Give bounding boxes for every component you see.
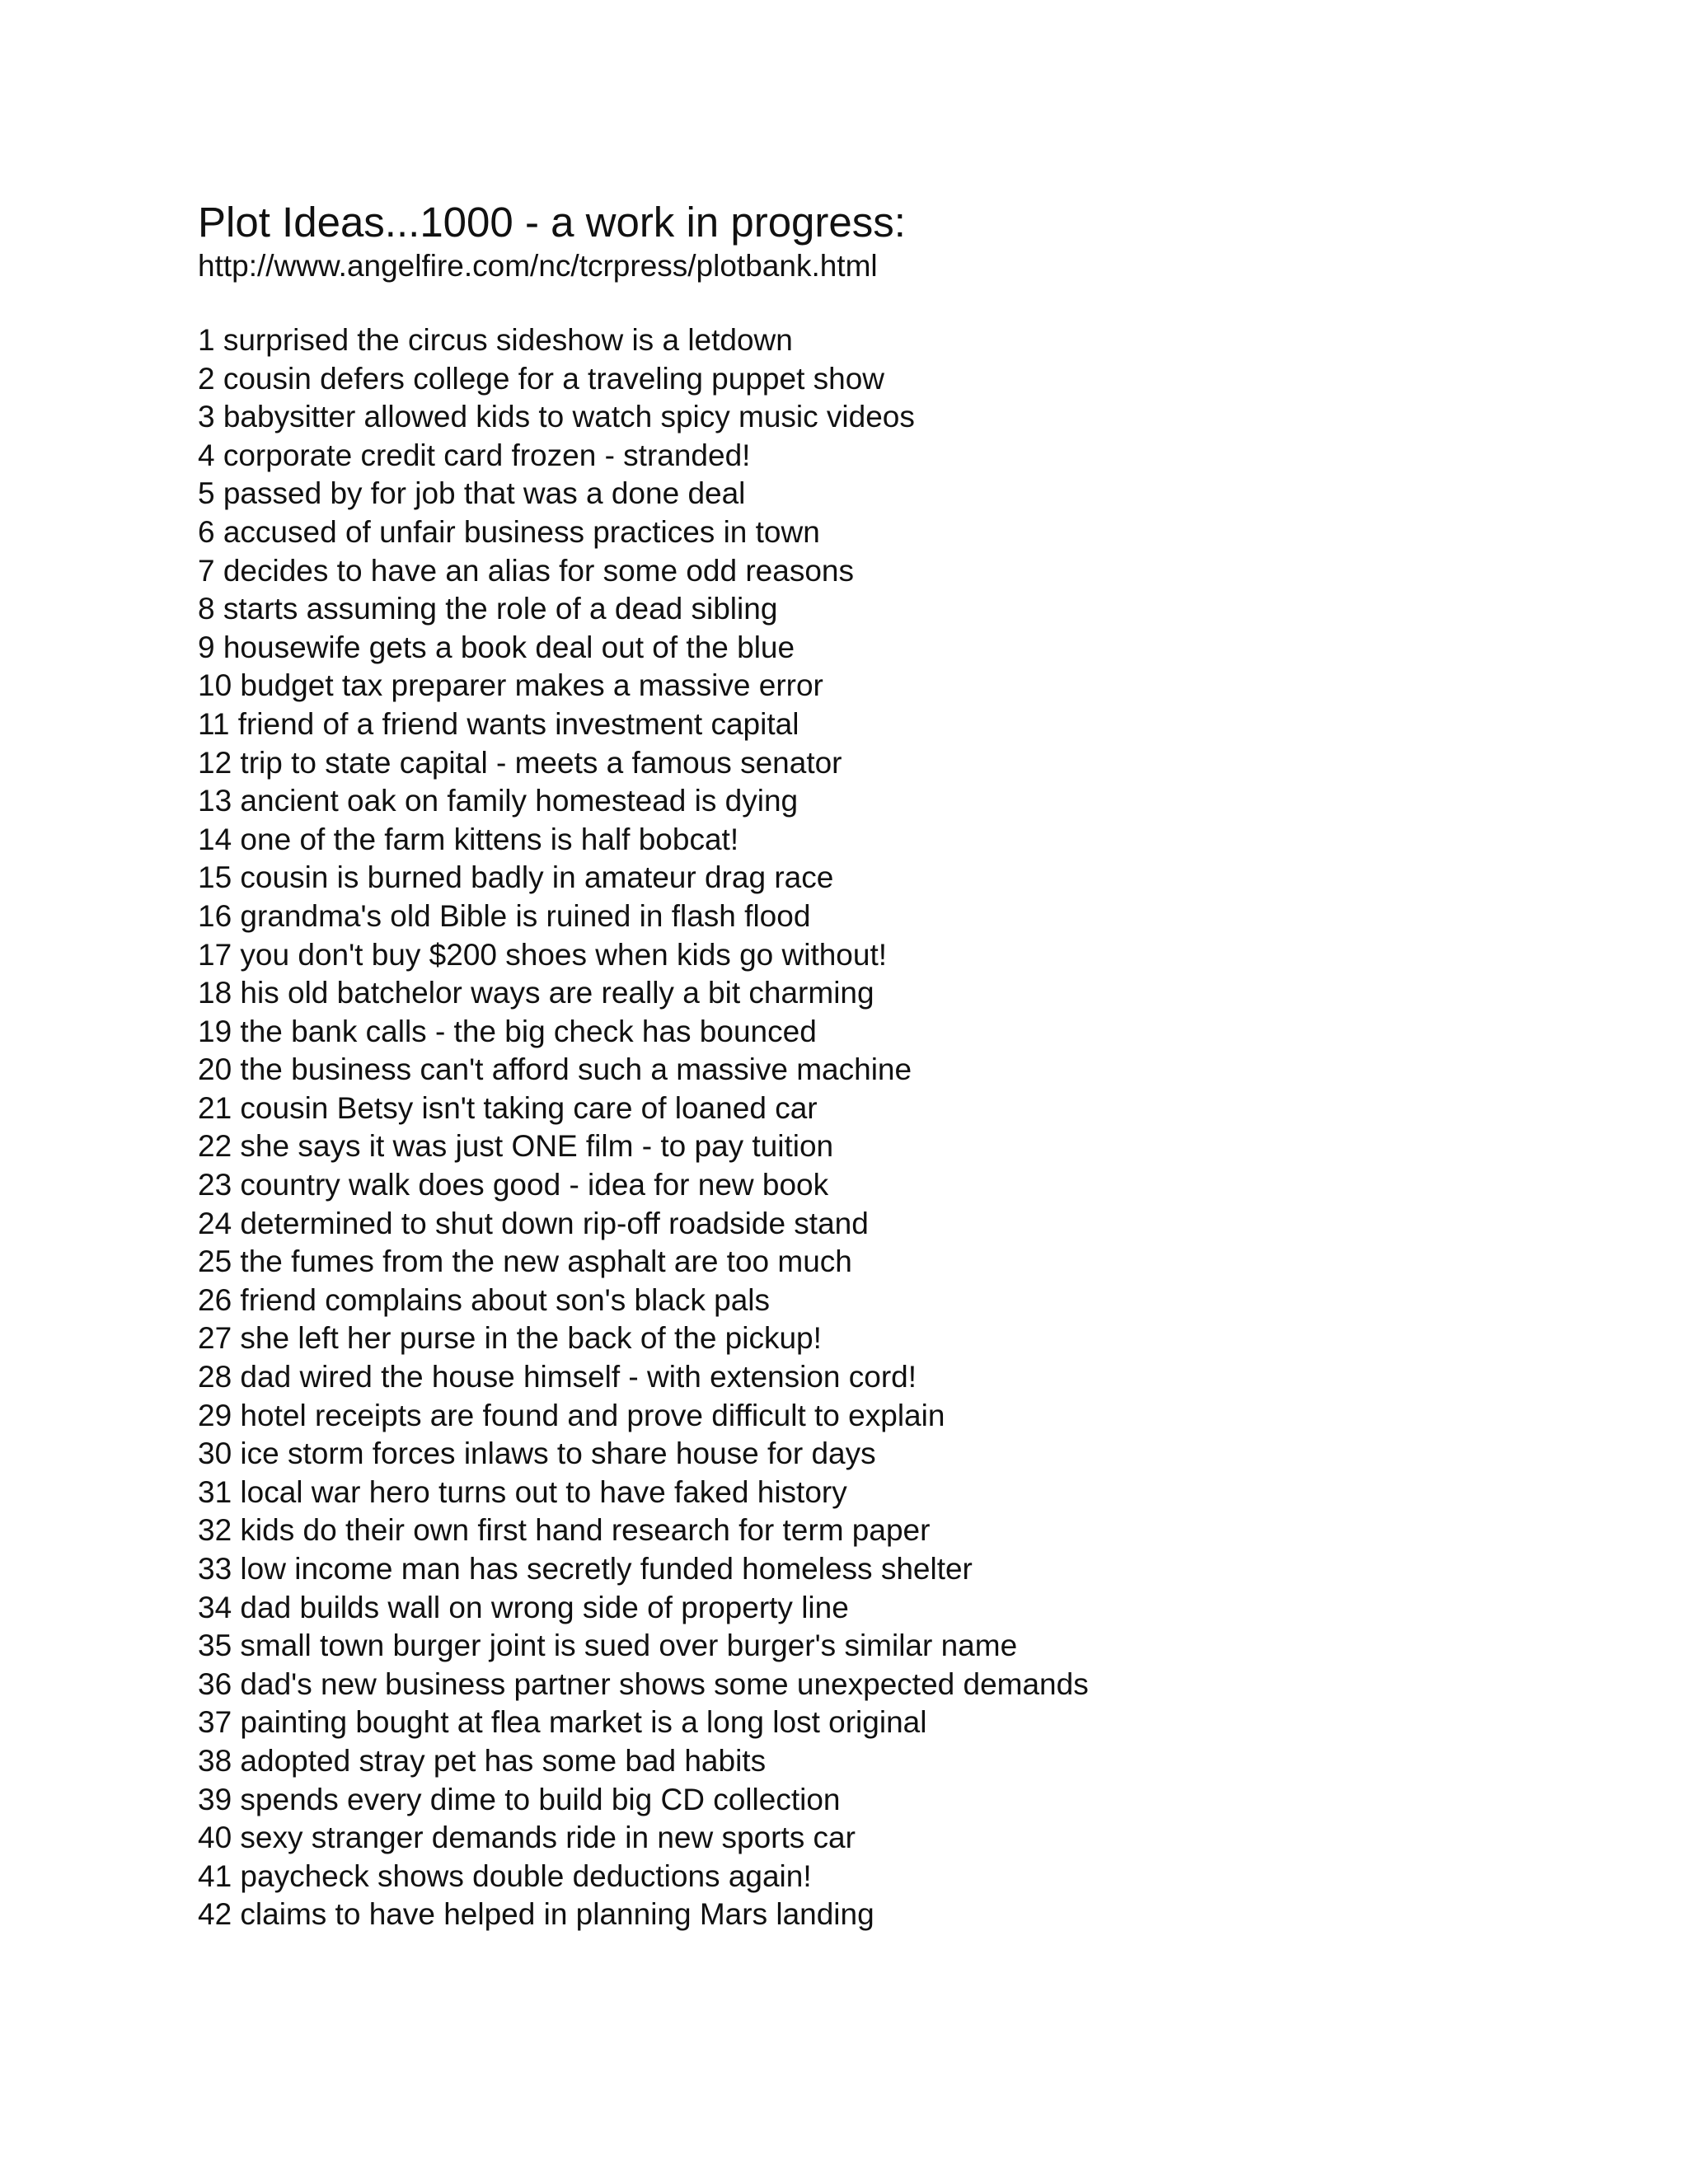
list-item: 19 the bank calls - the big check has bounced [198, 1014, 817, 1048]
list-item: 17 you don't buy $200 shoes when kids go without! [198, 937, 888, 972]
plot-ideas-list [198, 321, 1599, 1934]
list-item: 23 country walk does good - idea for new book [198, 1168, 829, 1202]
list-item: 36 dad's new business partner shows some unexpected demands [198, 1666, 1089, 1701]
list-item: 10 budget tax preparer makes a massive error [198, 668, 823, 703]
list-item: 35 small town burger joint is sued over burger's similar name [198, 1629, 1018, 1663]
list-item: 26 friend complains about son's black pals [198, 1282, 771, 1317]
list-item: 31 local war hero turns out to have faked history [198, 1474, 847, 1509]
list-item: 16 grandma's old Bible is ruined in flash flood [198, 898, 811, 933]
list-item: 27 she left her purse in the back of the pickup! [198, 1321, 822, 1356]
list-item: 29 hotel receipts are found and prove difficult to explain [198, 1398, 945, 1432]
list-item: 34 dad builds wall on wrong side of property line [198, 1590, 849, 1624]
list-item: 41 paycheck shows double deductions again! [198, 1858, 812, 1893]
list-item: 9 housewife gets a book deal out of the blue [198, 630, 795, 664]
list-item: 18 his old batchelor ways are really a bit charming [198, 976, 874, 1010]
list-item: 38 adopted stray pet has some bad habits [198, 1743, 767, 1778]
source-url: http://www.angelfire.com/nc/tcrpress/plotbank.html [198, 249, 878, 283]
document-content [198, 198, 1599, 1934]
list-item: 24 determined to shut down rip-off roadside stand [198, 1206, 869, 1240]
list-item: 1 surprised the circus sideshow is a letdown [198, 323, 793, 357]
document-title: Plot Ideas...1000 - a work in progress: [198, 199, 906, 246]
list-item: 21 cousin Betsy isn't taking care of loaned car [198, 1090, 818, 1125]
list-item: 25 the fumes from the new asphalt are too much [198, 1244, 852, 1279]
list-item: 8 starts assuming the role of a dead sibling [198, 592, 778, 626]
list-item: 28 dad wired the house himself - with extension cord! [198, 1360, 917, 1394]
list-item: 20 the business can't afford such a massive machine [198, 1052, 912, 1087]
list-item: 37 painting bought at flea market is a long lost original [198, 1705, 927, 1740]
list-item: 40 sexy stranger demands ride in new sports car [198, 1821, 856, 1855]
list-item: 5 passed by for job that was a done deal [198, 476, 746, 511]
list-item: 42 claims to have helped in planning Mars landing [198, 1897, 874, 1932]
list-item: 2 cousin defers college for a traveling puppet show [198, 361, 885, 396]
list-item: 11 friend of a friend wants investment capital [198, 706, 799, 741]
list-item: 12 trip to state capital - meets a famous senator [198, 745, 842, 780]
list-item: 39 spends every dime to build big CD collection [198, 1782, 841, 1816]
list-item: 30 ice storm forces inlaws to share house for days [198, 1436, 876, 1471]
list-item: 22 she says it was just ONE film - to pay tuition [198, 1129, 834, 1164]
list-item: 13 ancient oak on family homestead is dying [198, 784, 799, 818]
list-item: 15 cousin is burned badly in amateur drag race [198, 860, 834, 895]
list-item: 32 kids do their own first hand research for term paper [198, 1513, 931, 1548]
list-item: 33 low income man has secretly funded homeless shelter [198, 1552, 973, 1586]
list-item: 6 accused of unfair business practices in town [198, 514, 820, 549]
list-item: 14 one of the farm kittens is half bobcat! [198, 822, 739, 856]
list-item: 3 babysitter allowed kids to watch spicy music videos [198, 400, 915, 434]
list-item: 4 corporate credit card frozen - stranded! [198, 438, 751, 472]
list-item: 7 decides to have an alias for some odd reasons [198, 553, 854, 588]
